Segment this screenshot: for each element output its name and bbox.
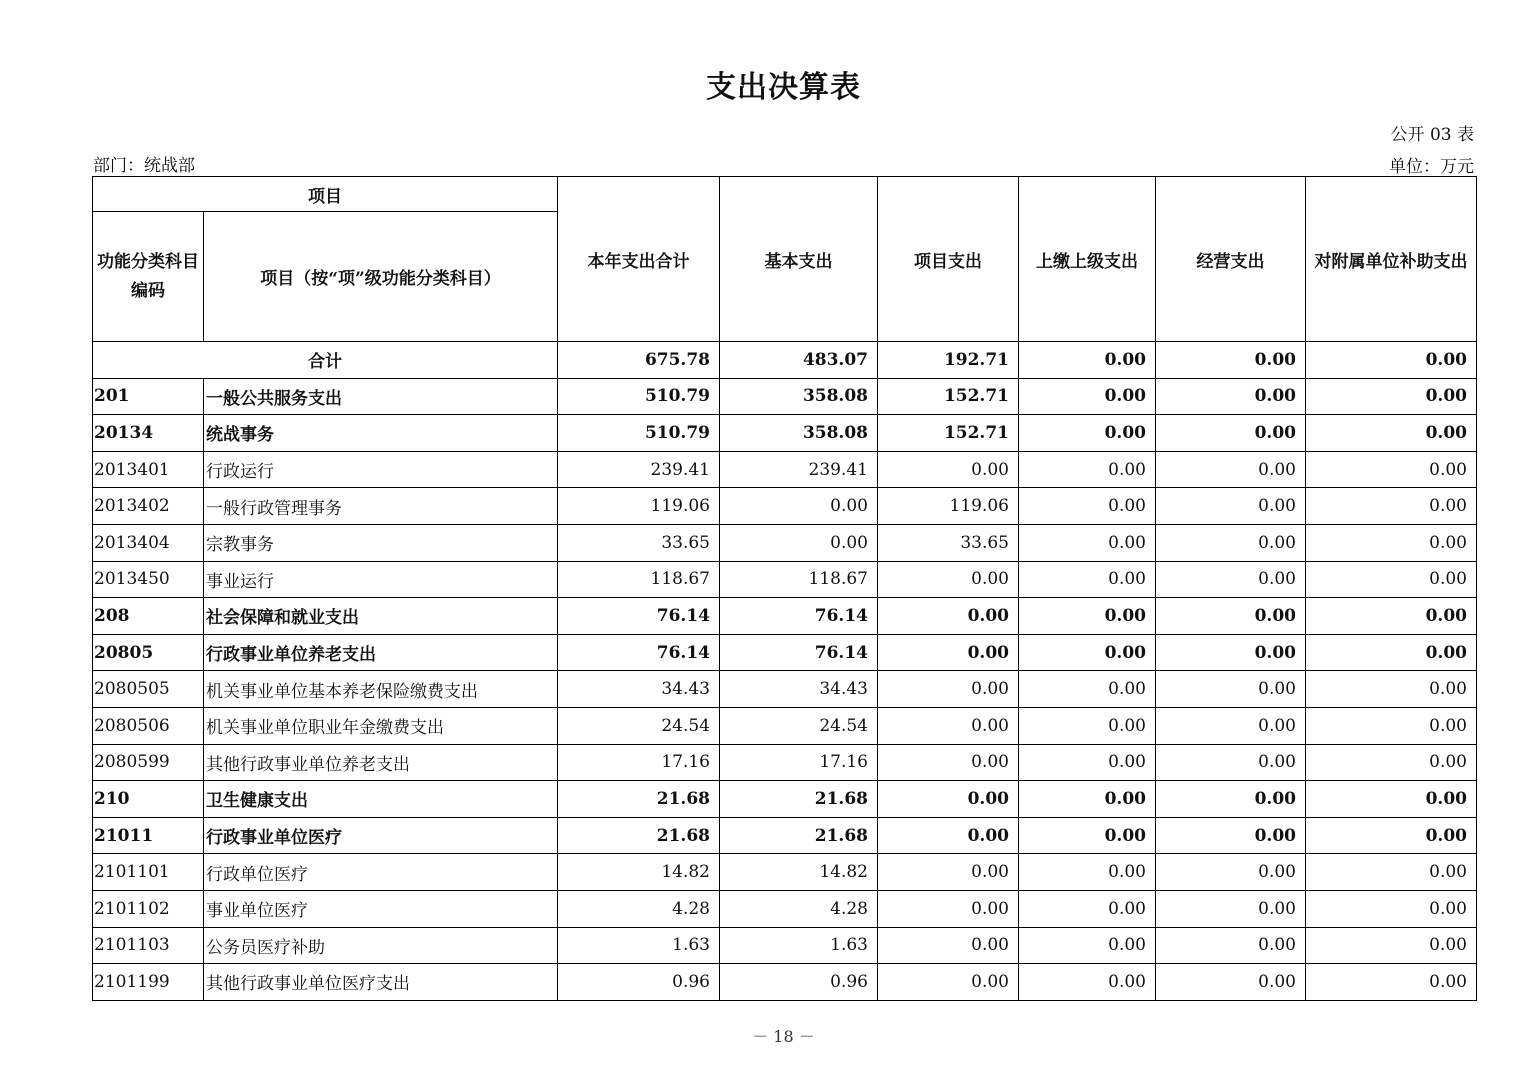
row-code: 2013450 [93,561,204,598]
row-code: 2013401 [93,451,204,488]
row-value: 510.79 [558,378,720,415]
row-value: 33.65 [558,524,720,561]
row-value: 1.63 [720,927,878,964]
row-value: 76.14 [558,598,720,635]
row-value: 0.00 [1306,415,1477,452]
row-value: 0.96 [720,964,878,1001]
row-value: 0.00 [1019,817,1156,854]
total-value: 0.00 [1019,342,1156,379]
header-col-subsidy: 对附属单位补助支出 [1306,177,1477,342]
row-value: 24.54 [720,707,878,744]
table-row [93,378,1477,415]
row-value: 0.00 [1019,415,1156,452]
table-row [93,744,1477,781]
row-value: 17.16 [720,744,878,781]
row-name: 其他行政事业单位养老支出 [204,744,558,781]
row-value: 358.08 [720,378,878,415]
row-value: 0.00 [1019,561,1156,598]
page-title: 支出决算表 [706,70,861,105]
row-name: 事业单位医疗 [204,890,558,927]
row-value: 0.00 [1156,561,1306,598]
row-value: 0.00 [1019,451,1156,488]
row-code: 2101101 [93,854,204,891]
row-code: 2101199 [93,964,204,1001]
row-value: 0.00 [878,561,1019,598]
header-project-name: 项目（按“项”级功能分类科目） [204,212,558,342]
row-name: 事业运行 [204,561,558,598]
row-value: 0.00 [878,451,1019,488]
row-value: 0.00 [1156,817,1306,854]
row-value: 0.00 [1306,598,1477,635]
row-name: 行政单位医疗 [204,854,558,891]
unit-label: 单位：万元 [1389,157,1474,177]
row-code: 201 [93,378,204,415]
row-value: 0.00 [1156,964,1306,1001]
row-name: 其他行政事业单位医疗支出 [204,964,558,1001]
row-value: 0.00 [720,524,878,561]
row-value: 0.00 [1306,488,1477,525]
row-name: 公务员医疗补助 [204,927,558,964]
table-row [93,634,1477,671]
total-value: 675.78 [558,342,720,379]
row-value: 0.00 [878,890,1019,927]
row-value: 0.00 [1156,598,1306,635]
row-value: 0.00 [878,598,1019,635]
row-value: 0.00 [1019,524,1156,561]
row-name: 一般公共服务支出 [204,378,558,415]
row-code: 2101102 [93,890,204,927]
row-value: 152.71 [878,415,1019,452]
row-code: 210 [93,781,204,818]
row-value: 0.00 [1019,781,1156,818]
row-value: 0.00 [1156,707,1306,744]
row-value: 118.67 [558,561,720,598]
header-col-total: 本年支出合计 [558,177,720,342]
row-value: 0.00 [1019,378,1156,415]
row-value: 0.00 [1306,744,1477,781]
row-value: 0.00 [1306,378,1477,415]
row-value: 0.00 [878,707,1019,744]
row-code: 2080506 [93,707,204,744]
row-value: 0.00 [1019,671,1156,708]
row-value: 21.68 [720,817,878,854]
total-value: 0.00 [1306,342,1477,379]
table-row [93,817,1477,854]
row-value: 0.00 [1156,781,1306,818]
row-value: 21.68 [720,781,878,818]
row-code: 208 [93,598,204,635]
table-row [93,964,1477,1001]
row-value: 0.00 [1156,890,1306,927]
row-name: 卫生健康支出 [204,781,558,818]
table-row [93,890,1477,927]
row-value: 0.00 [1156,415,1306,452]
row-code: 2080505 [93,671,204,708]
row-value: 0.00 [1019,890,1156,927]
row-value: 0.00 [1156,488,1306,525]
department-label: 部门：统战部 [93,156,195,176]
header-col-remit: 上缴上级支出 [1019,177,1156,342]
row-value: 21.68 [558,781,720,818]
table-row [93,488,1477,525]
row-value: 118.67 [720,561,878,598]
row-value: 0.00 [878,671,1019,708]
row-value: 0.00 [1019,964,1156,1001]
row-value: 1.63 [558,927,720,964]
row-value: 0.00 [1019,707,1156,744]
table-row [93,671,1477,708]
row-value: 76.14 [720,634,878,671]
row-value: 0.00 [1019,854,1156,891]
row-value: 14.82 [558,854,720,891]
row-value: 0.00 [878,817,1019,854]
row-value: 0.00 [878,964,1019,1001]
row-value: 0.00 [1156,927,1306,964]
row-value: 0.00 [1156,854,1306,891]
header-code: 功能分类科目编码 [93,212,204,342]
page-number: － 18 － [752,1027,815,1046]
header-col-basic: 基本支出 [720,177,878,342]
row-name: 行政运行 [204,451,558,488]
row-value: 0.00 [1306,524,1477,561]
total-row [93,342,1477,379]
total-value: 483.07 [720,342,878,379]
row-name: 统战事务 [204,415,558,452]
header-col-project: 项目支出 [878,177,1019,342]
row-value: 0.00 [878,781,1019,818]
row-value: 152.71 [878,378,1019,415]
row-value: 239.41 [558,451,720,488]
row-value: 119.06 [558,488,720,525]
row-value: 0.00 [1156,744,1306,781]
row-value: 0.00 [1156,451,1306,488]
row-value: 0.00 [1156,671,1306,708]
table-row [93,781,1477,818]
form-number: 公开 03 表 [1390,125,1474,145]
row-value: 0.00 [878,744,1019,781]
row-name: 机关事业单位基本养老保险缴费支出 [204,671,558,708]
row-value: 34.43 [558,671,720,708]
row-value: 0.00 [1306,451,1477,488]
row-value: 24.54 [558,707,720,744]
row-value: 0.00 [1019,598,1156,635]
row-value: 358.08 [720,415,878,452]
row-code: 2101103 [93,927,204,964]
row-value: 14.82 [720,854,878,891]
row-code: 20134 [93,415,204,452]
row-value: 239.41 [720,451,878,488]
row-value: 0.00 [1306,561,1477,598]
table-row [93,707,1477,744]
row-value: 0.00 [1019,744,1156,781]
row-value: 0.00 [1156,524,1306,561]
row-value: 0.00 [1306,781,1477,818]
table-row [93,927,1477,964]
row-value: 76.14 [720,598,878,635]
row-value: 119.06 [878,488,1019,525]
row-value: 0.00 [1306,890,1477,927]
row-value: 17.16 [558,744,720,781]
row-value: 0.00 [1156,378,1306,415]
row-value: 0.00 [878,927,1019,964]
row-value: 0.00 [1306,634,1477,671]
row-value: 0.00 [1306,964,1477,1001]
row-name: 社会保障和就业支出 [204,598,558,635]
total-label: 合计 [93,342,558,379]
row-value: 0.00 [1306,671,1477,708]
row-value: 21.68 [558,817,720,854]
header-project-group: 项目 [93,177,558,212]
row-code: 2080599 [93,744,204,781]
table-row [93,561,1477,598]
row-name: 行政事业单位养老支出 [204,634,558,671]
row-value: 4.28 [558,890,720,927]
total-value: 0.00 [1156,342,1306,379]
row-value: 0.00 [1306,707,1477,744]
table-row [93,598,1477,635]
row-value: 0.00 [720,488,878,525]
row-code: 2013402 [93,488,204,525]
table-row [93,415,1477,452]
row-value: 0.00 [878,634,1019,671]
row-name: 一般行政管理事务 [204,488,558,525]
row-value: 76.14 [558,634,720,671]
row-value: 4.28 [720,890,878,927]
header-col-operating: 经营支出 [1156,177,1306,342]
table-row [93,854,1477,891]
table-row [93,451,1477,488]
row-value: 0.00 [878,854,1019,891]
expenditure-table [92,176,1477,1001]
row-value: 0.00 [1156,634,1306,671]
row-code: 2013404 [93,524,204,561]
row-value: 0.96 [558,964,720,1001]
row-name: 宗教事务 [204,524,558,561]
row-value: 33.65 [878,524,1019,561]
row-code: 20805 [93,634,204,671]
row-value: 34.43 [720,671,878,708]
row-value: 510.79 [558,415,720,452]
row-value: 0.00 [1306,817,1477,854]
row-code: 21011 [93,817,204,854]
row-value: 0.00 [1019,488,1156,525]
row-value: 0.00 [1306,927,1477,964]
row-name: 行政事业单位医疗 [204,817,558,854]
table-row [93,524,1477,561]
row-value: 0.00 [1019,634,1156,671]
row-name: 机关事业单位职业年金缴费支出 [204,707,558,744]
row-value: 0.00 [1306,854,1477,891]
total-value: 192.71 [878,342,1019,379]
row-value: 0.00 [1019,927,1156,964]
